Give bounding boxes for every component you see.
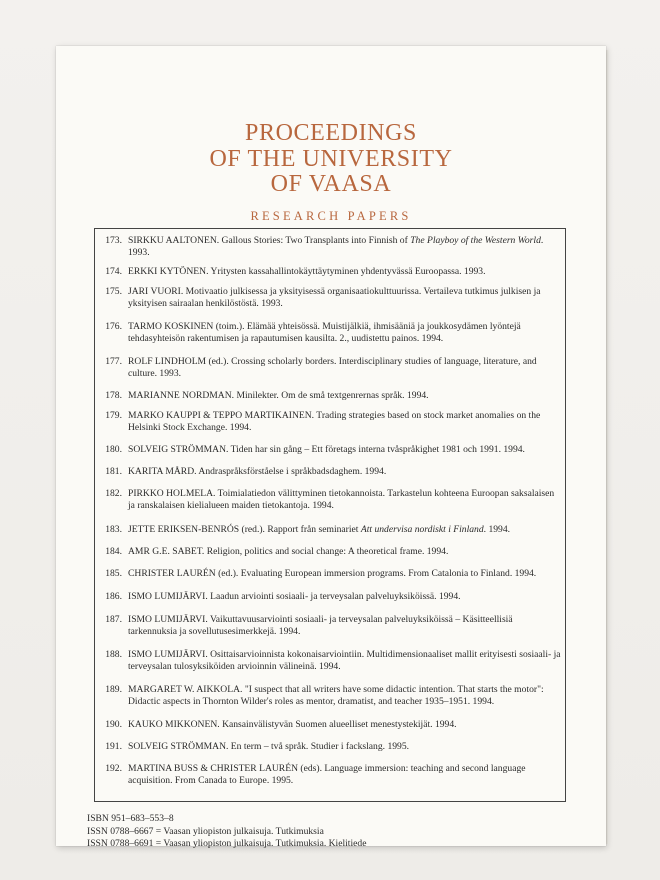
- item-number: 182.: [105, 488, 122, 499]
- issn-line-1: ISSN 0788–6667 = Vaasan yliopiston julkaisuja. Tutkimuksia: [87, 825, 324, 837]
- item-number: 189.: [105, 684, 122, 695]
- item-citation: MARIANNE NORDMAN. Minilekter. Om de små textgenrernas språk. 1994.: [128, 390, 429, 401]
- item-citation: JARI VUORI. Motivaatio julkisessa ja yksityisessä organisaatiokulttuurissa. Vertaileva tutkimus julkisen ja yksityisen sairaalan henkilöstöstä. 1993.: [128, 286, 541, 310]
- series-heading: RESEARCH PAPERS: [250, 209, 412, 223]
- item-citation: AMR G.E. SABET. Religion, politics and social change: A theoretical frame. 1994.: [128, 546, 449, 557]
- italic-title: The Playboy of the Western World: [410, 235, 541, 246]
- item-number: 179.: [105, 410, 122, 421]
- item-number: 191.: [105, 741, 122, 752]
- footer-issn-block: [87, 813, 587, 851]
- title-line-2: OF THE UNIVERSITY: [209, 145, 453, 172]
- item-number: 185.: [105, 568, 122, 579]
- item-citation: SOLVEIG STRÖMMAN. En term – två språk. Studier i fackslang. 1995.: [128, 741, 410, 752]
- item-number: 173.: [105, 235, 122, 246]
- item-number: 183.: [105, 524, 122, 535]
- item-citation: MARTINA BUSS & CHRISTER LAURÉN (eds). Language immersion: teaching and second language acquisition. From Canada to Europe. 1995.: [128, 763, 526, 787]
- publication-list-box: [94, 228, 566, 802]
- isbn-line: ISBN 951–683–553–8: [87, 813, 174, 824]
- item-citation: ROLF LINDHOLM (ed.). Crossing scholarly borders. Interdisciplinary studies of language, literature, and culture. 1993.: [128, 356, 537, 380]
- item-number: 180.: [105, 444, 122, 455]
- item-number: 181.: [105, 466, 122, 477]
- title-line-3: OF VAASA: [270, 171, 392, 197]
- item-citation: KARITA MÅRD. Andraspråksförståelse i språkbadsdaghem. 1994.: [128, 466, 387, 477]
- item-number: 188.: [105, 649, 122, 660]
- cover-title: [56, 121, 606, 198]
- item-number: 187.: [105, 614, 122, 625]
- back-cover: [56, 46, 606, 850]
- item-number: 184.: [105, 546, 122, 557]
- title-line-1: PROCEEDINGS: [245, 120, 417, 146]
- item-citation: KAUKO MIKKONEN. Kansainvälistyvän Suomen alueelliset menestystekijät. 1994.: [128, 719, 457, 730]
- item-citation: ERKKI KYTÖNEN. Yritysten kassahallintokäyttäytyminen yhdentyvässä Euroopassa. 1993.: [128, 266, 486, 277]
- item-number: 174.: [105, 266, 122, 277]
- item-number: 192.: [105, 763, 122, 774]
- item-number: 190.: [105, 719, 122, 730]
- item-citation: PIRKKO HOLMELA. Toimialatiedon välittyminen tietokannoista. Tarkastelun kohteena Euroopan saksalaisen ja ranskalaisen kielialueen maiden tietokantoja. 1994.: [128, 488, 555, 512]
- item-number: 175.: [105, 286, 122, 297]
- item-citation: SIRKKU AALTONEN. Gallous Stories: Two Transplants into Finnish of The Playboy of the Western World. 1993.: [128, 235, 544, 259]
- issn-line-2: ISSN 0788–6691 = Vaasan yliopiston julkaisuja. Tutkimuksia. Kielitiede: [87, 838, 367, 850]
- page-edge: [606, 50, 609, 844]
- item-citation: JETTE ERIKSEN-BENRÓS (red.). Rapport från seminariet Att undervisa nordiskt i Finland. 1994.: [128, 524, 511, 535]
- item-number: 176.: [105, 321, 122, 332]
- item-citation: ISMO LUMIJÄRVI. Osittaisarvioinnista kokonaisarviointiin. Multidimensionaaliset mallit erityisesti sosiaali- ja terveysalan tulosyksiköiden arvioinnin välineinä. 1994.: [128, 649, 561, 673]
- item-citation: SOLVEIG STRÖMMAN. Tiden har sin gång – Ett företags interna tvåspråkighet 1981 och 1991. 1994.: [128, 444, 525, 455]
- item-citation: MARGARET W. AIKKOLA. "I suspect that all writers have some didactic intention. That starts the motor": Didactic aspects in Thornton Wilder's roles as mentor, dramatist, and teacher 1935–1951. 1994.: [128, 684, 544, 708]
- item-number: 177.: [105, 356, 122, 367]
- item-citation: MARKO KAUPPI & TEPPO MARTIKAINEN. Trading strategies based on stock market anomalies on the Helsinki Stock Exchange. 1994.: [128, 410, 541, 434]
- item-citation: ISMO LUMIJÄRVI. Vaikuttavuusarviointi sosiaali- ja terveysalan palveluyksiköissä – Käsitteellisiä tarkennuksia ja sovellutusesimerkkejä. 1994.: [128, 614, 513, 638]
- italic-title: Att undervisa nordiskt i Finland: [360, 524, 484, 535]
- item-number: 186.: [105, 591, 122, 602]
- item-citation: TARMO KOSKINEN (toim.). Elämää yhteisössä. Muistijälkiä, ihmisääniä ja joukkosydämen lyöntejä tehdasyhteisön rakentumisen ja rapautumisen kausilta. 2., uudistettu painos. 1994.: [128, 321, 521, 345]
- item-number: 178.: [105, 390, 122, 401]
- item-citation: CHRISTER LAURÉN (ed.). Evaluating European immersion programs. From Catalonia to Finland. 1994.: [128, 568, 537, 579]
- item-citation: ISMO LUMIJÄRVI. Laadun arviointi sosiaali- ja terveysalan palveluyksiköissä. 1994.: [128, 591, 461, 602]
